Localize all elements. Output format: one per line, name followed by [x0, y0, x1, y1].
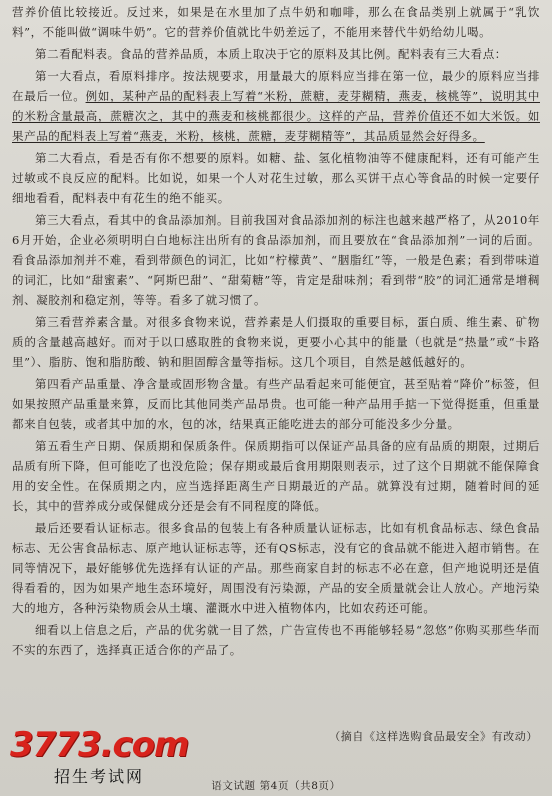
paragraph-food-additives: 第三大看点，看其中的食品添加剂。目前我国对食品添加剂的标注也越来越严格了，从2010年6月开始，企业必须明明白白地标注出所有的食品添加剂，而且要放在“食品添加剂”一词的后面。看食品添加剂并不难，看到带颜色的词汇，比如“柠檬黄”、“胭脂红”等，一般是色素；看到带味道的词汇，比如“甜蜜素”、“阿斯巴甜”、“甜菊糖”等，肯定是甜味剂；看到带“胶”的词汇通常是增稠剂、凝胶剂和稳定剂，等等。看多了就习惯了。	[12, 213, 540, 307]
paragraph-unwanted-ingredients: 第二大看点，看是否有你不想要的原料。如糖、盐、氢化植物油等不健康配料，还有可能产生过敏或不良反应的配料。比如说，如果一个人对花生过敏，那么买饼干点心等食品的时候一定要仔细地看看，配料表中有花生的绝不能买。	[12, 151, 540, 205]
watermark-logo	[10, 725, 189, 787]
watermark-subtitle: 招生考试网	[54, 767, 145, 786]
paragraph-ingredient-list: 第二看配料表。食品的营养品质，本质上取决于它的原料及其比例。配料表有三大看点：	[35, 47, 507, 61]
watermark-logo-text: 3773.com	[10, 725, 189, 765]
paragraph-continuation: 营养价值比较接近。反过来，如果是在水里加了点牛奶和咖啡，那么在食品类别上就属于“乳饮料”，不能叫做“调味牛奶”。它的营养价值就比牛奶差远了，不能用来替代牛奶给幼儿喝。	[12, 5, 540, 39]
ingredient-order-intro: 第一大看点，看原料排序。按法规要求，用量最大的原料应当排在第一位，最少的原料应当排在最后一位。	[12, 69, 540, 103]
paragraph-conclusion: 细看以上信息之后，产品的优劣就一目了然，广告宣传也不再能够轻易“忽悠”你购买那些华而不实的东西了，选择真正适合你的产品了。	[12, 623, 540, 657]
paragraph-shelf-life: 第五看生产日期、保质期和保质条件。保质期指可以保证产品具备的应有品质的期限，过期后品质有所下降，但可能吃了也没危险；保存期或最后食用期限则表示，过了这个日期就不能保障食用的安全性。在保质期之内，应当选择距离生产日期最近的产品。就算没有过期，随着时间的延长，其中的营养成分或保健成分还是会有不同程度的降低。	[12, 439, 540, 513]
source-citation: （摘自《这样选购食品最安全》有改动）	[329, 730, 538, 743]
ingredient-order-example: 例如，某种产品的配料表上写着“米粉，蔗糖，麦芽糊精，燕麦，核桃等”，说明其中的米粉含量最高，蔗糖次之，其中的燕麦和核桃都很少。这样的产品，营养价值还不如大米饭。如果产品的配料表上写着“燕麦，米粉，核桃，蔗糖，麦芽糊精等”，其品质显然会好得多。	[12, 89, 540, 143]
page-footer: 语文试题 第4页（共8页）	[211, 780, 341, 792]
paragraph-ingredient-order	[12, 66, 540, 146]
paragraph-net-weight: 第四看产品重量、净含量或固形物含量。有些产品看起来可能便宜，甚至贴着“降价”标签，但如果按照产品重量来算，反而比其他同类产品昂贵。也可能一种产品用手掂一下觉得挺重，但重量都来自包装，或者其中加的水，包的冰，结果真正能吃进去的部分可能没多少分量。	[12, 377, 540, 431]
paragraph-nutrient-content: 第三看营养素含量。对很多食物来说，营养素是人们摄取的重要目标，蛋白质、维生素、矿物质的含量越高越好。而对于以口感取胜的食物来说，更要小心其中的能量（也就是“热量”或“卡路里”）、脂肪、饱和脂肪酸、钠和胆固醇含量等指标。这几个项目，自然是越低越好的。	[12, 315, 540, 369]
paragraph-certification: 最后还要看认证标志。很多食品的包装上有各种质量认证标志，比如有机食品标志、绿色食品标志、无公害食品标志、原产地认证标志等，还有QS标志，没有它的食品就不能进入超市销售。在同等情况下，最好能够优先选择有认证的产品。那些商家自封的标志不必在意，但产地说明还是值得看看的，因为如果产地生态环境好，周围没有污染源，产品的安全质量就会让人放心。产地污染大的地方，各种污染物质会从土壤、灌溉水中进入植物体内，比如农药还可能。	[12, 521, 540, 615]
